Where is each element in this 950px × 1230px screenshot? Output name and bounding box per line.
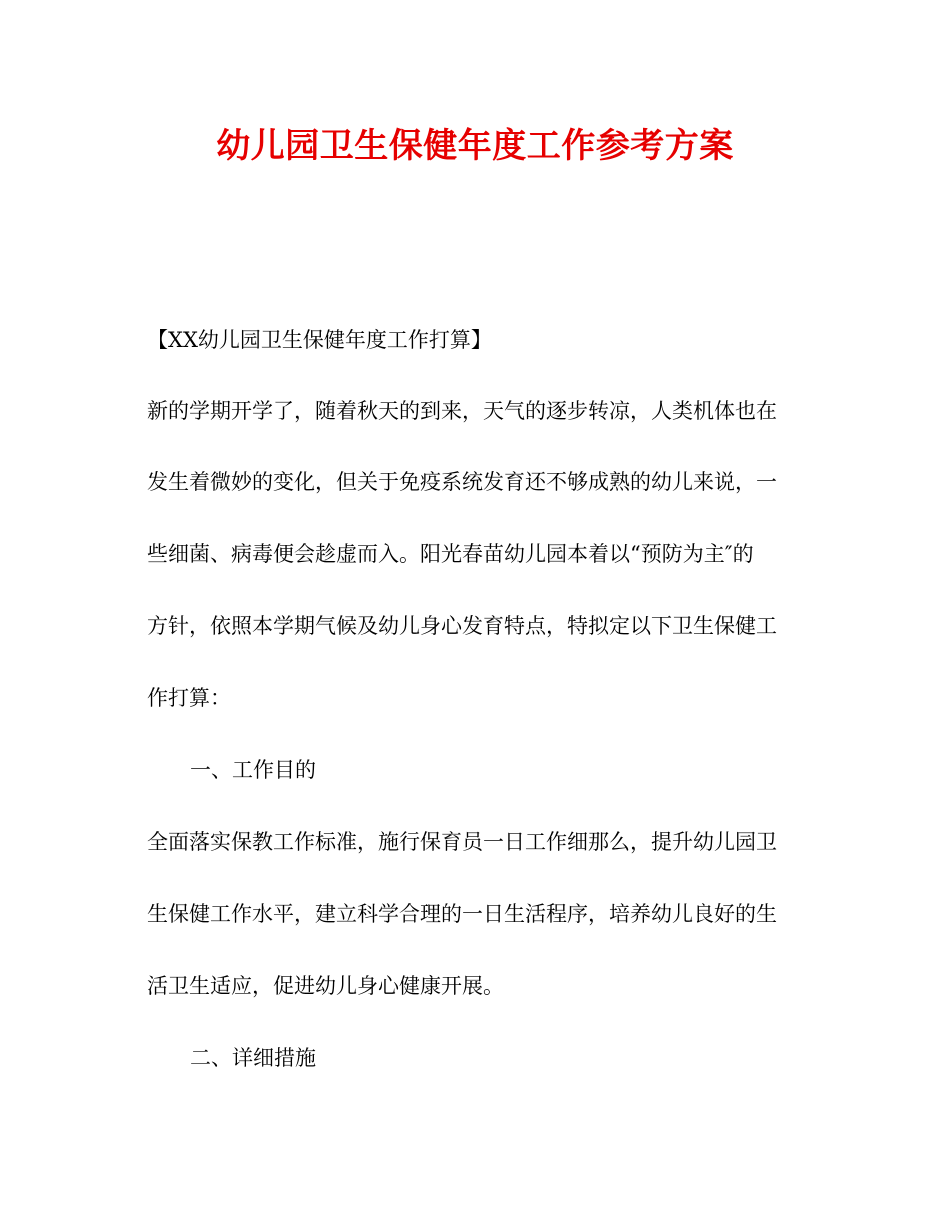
intro-line-5: 作打算：: [147, 686, 231, 710]
section-1-line-2: 生保健工作水平，建立科学合理的一日生活程序，培养幼儿良好的生: [147, 902, 777, 926]
intro-line-2: 发生着微妙的变化，但关于免疫系统发育还不够成熟的幼儿来说，一: [147, 470, 777, 494]
document-title: 幼儿园卫生保健年度工作参考方案: [216, 126, 734, 166]
section-1-heading: 一、工作目的: [190, 758, 316, 782]
section-1-line-3: 活卫生适应，促进幼儿身心健康开展。: [147, 974, 504, 998]
intro-line-1: 新的学期开学了，随着秋天的到来，天气的逐步转凉，人类机体也在: [147, 399, 777, 423]
document-subtitle: 【XX幼儿园卫生保健年度工作打算】: [147, 328, 492, 352]
intro-line-4: 方针，依照本学期气候及幼儿身心发育特点，特拟定以下卫生保健工: [147, 614, 777, 638]
section-2-heading: 二、详细措施: [190, 1046, 316, 1070]
section-1-line-1: 全面落实保教工作标准，施行保育员一日工作细那么，提升幼儿园卫: [147, 830, 777, 854]
intro-line-3: 些细菌、病毒便会趁虚而入。阳光春苗幼儿园本着以“预防为主″的: [147, 542, 754, 566]
